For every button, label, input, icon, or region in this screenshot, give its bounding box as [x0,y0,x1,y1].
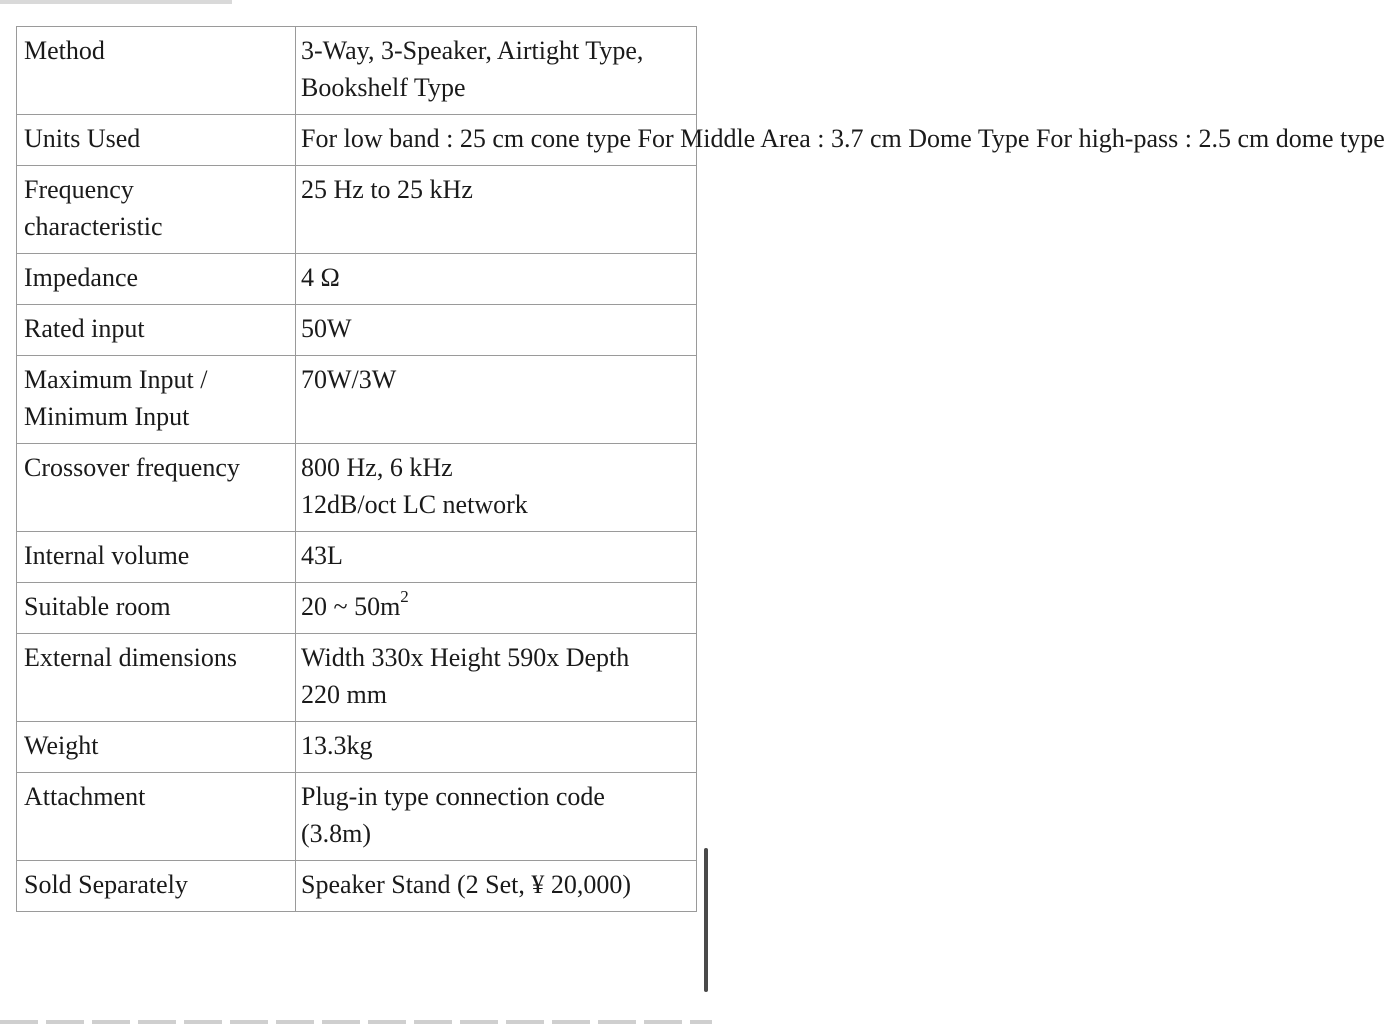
table-row [17,305,697,356]
spec-label: Maximum Input / Minimum Input [17,356,296,444]
spec-value: For low band : 25 cm cone type For Middle Area : 3.7 cm Dome Type For high-pass : 2.5 cm dome type [296,115,697,166]
spec-value: 70W/3W [296,356,697,444]
spec-label: Attachment [17,773,296,861]
table-row [17,773,697,861]
vertical-scrollbar[interactable] [704,848,708,992]
spec-value [296,583,697,634]
top-edge-strip [0,0,232,4]
spec-value-text: 20 ~ 50m [301,592,401,621]
spec-label: Weight [17,722,296,773]
table-row [17,583,697,634]
spec-value: Width 330x Height 590x Depth 220 mm [296,634,697,722]
spec-value: 4 Ω [296,254,697,305]
spec-label: Suitable room [17,583,296,634]
table-row [17,634,697,722]
table-row [17,444,697,532]
spec-label: Sold Separately [17,861,296,912]
table-row [17,115,697,166]
spec-value: Plug-in type connection code (3.8m) [296,773,697,861]
spec-value: 43L [296,532,697,583]
spec-label: Rated input [17,305,296,356]
spec-value-superscript: 2 [400,587,409,607]
spec-label: External dimensions [17,634,296,722]
spec-value: 800 Hz, 6 kHz 12dB/oct LC network [296,444,697,532]
spec-value: 50W [296,305,697,356]
table-row [17,166,697,254]
spec-label: Method [17,27,296,115]
table-row [17,532,697,583]
spec-label: Crossover frequency [17,444,296,532]
spec-table [16,26,1385,912]
spec-label: Units Used [17,115,296,166]
spec-label: Internal volume [17,532,296,583]
table-row [17,356,697,444]
spec-value: 3-Way, 3-Speaker, Airtight Type, Bookshelf Type [296,27,697,115]
table-row [17,254,697,305]
table-row [17,722,697,773]
spec-label: Impedance [17,254,296,305]
spec-value: 13.3kg [296,722,697,773]
spec-value: 25 Hz to 25 kHz [296,166,697,254]
table-row [17,861,697,912]
spec-value: Speaker Stand (2 Set, ¥ 20,000) [296,861,697,912]
bottom-edge-strip [0,1020,712,1024]
table-row [17,27,697,115]
spec-label: Frequency characteristic [17,166,296,254]
